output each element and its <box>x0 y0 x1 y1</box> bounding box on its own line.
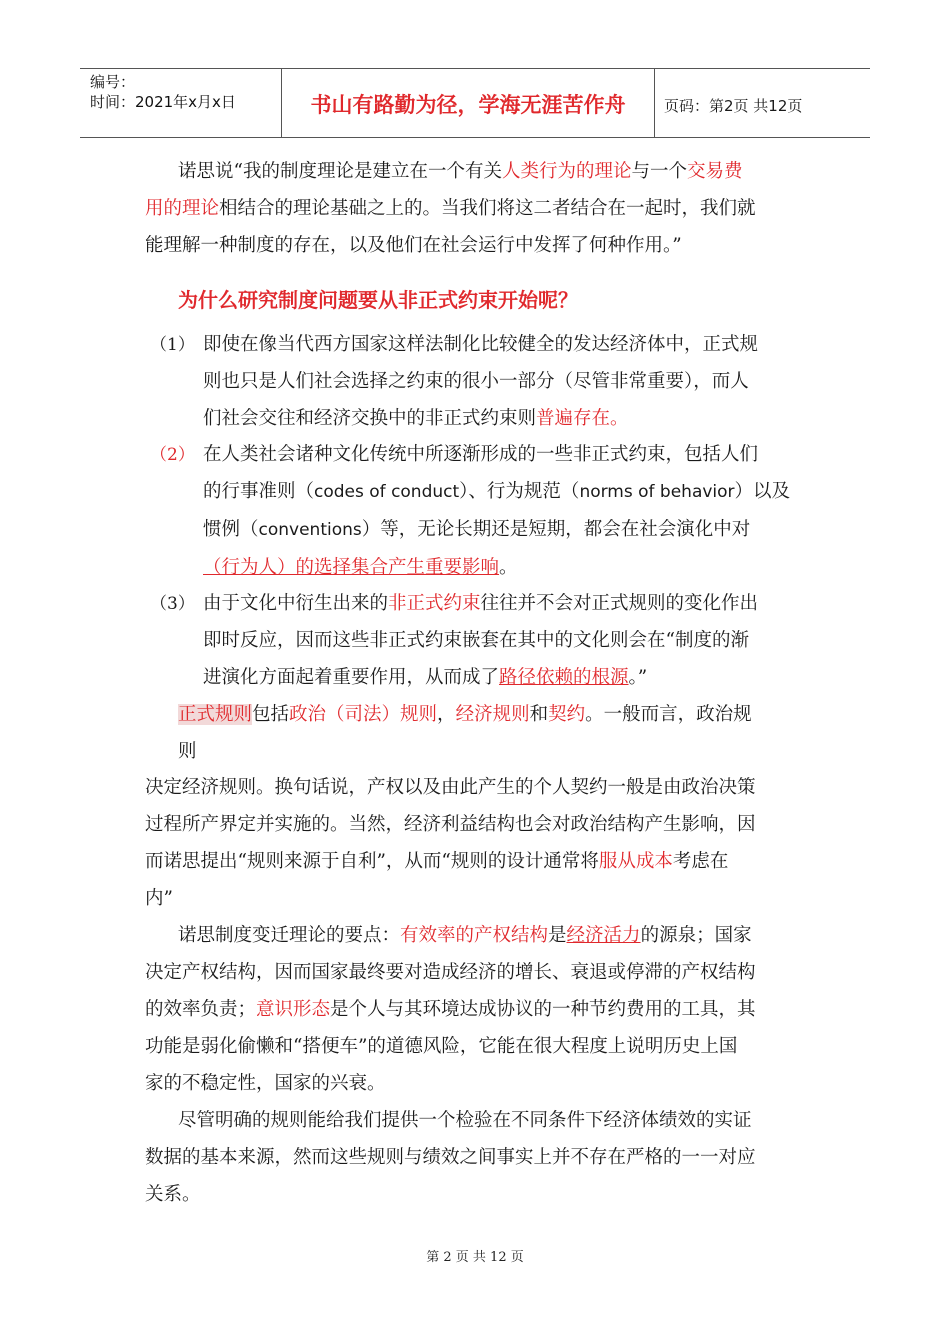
item-2-line-3 <box>203 518 750 542</box>
underlined-highlight: （行为人）的选择集合产生重要影响 <box>203 557 500 578</box>
item-3-line-2: 即时反应，因而这些非正式约束嵌套在其中的文化则会在“制度的渐 <box>203 630 749 651</box>
highlight-text: 服从成本 <box>598 851 673 872</box>
highlight-text: 意识形态 <box>256 999 331 1020</box>
paragraph-3-line-4: 功能是弱化偷懒和“搭便车”的道德风险，它能在很大程度上说明历史上国 <box>145 1036 738 1057</box>
header-meta-cell <box>80 69 280 137</box>
paragraph-2-line-6: 内” <box>145 888 173 909</box>
text: 是个人与其环境达成协议的一种节约费用的工具，其 <box>330 999 756 1020</box>
text: ）以及 <box>734 481 791 502</box>
text: 。一般而言，政治规 <box>585 704 752 725</box>
text: 的效率负责； <box>145 999 257 1020</box>
paragraph-4-line-2: 数据的基本来源，然而这些规则与绩效之间事实上并不存在严格的一一对应 <box>145 1147 756 1168</box>
highlight-text: 人类行为的理论 <box>501 161 632 182</box>
paragraph-3-line-2: 决定产权结构，因而国家最终要对造成经济的增长、衰退或停滞的产权结构 <box>145 962 756 983</box>
paragraph-1-line-3: 能理解一种制度的存在，以及他们在社会运行中发挥了何种作用。” <box>145 235 682 256</box>
english-term: conventions <box>258 520 362 540</box>
text: 进演化方面起着重要作用，从而成了 <box>203 667 500 688</box>
text: 诺思说“我的制度理论是建立在一个有关 <box>178 161 502 182</box>
text: 而诺思提出“规则来源于自利”，从而“规则的设计通常将 <box>145 851 599 872</box>
section-heading: 为什么研究制度问题要从非正式约束开始呢？ <box>178 288 578 312</box>
highlight-text: 用的理论 <box>145 198 220 219</box>
highlight-text: 契约 <box>548 704 586 725</box>
text: 惯例（ <box>203 519 259 540</box>
time-label: 时间：2021年x月x日 <box>90 93 236 111</box>
header-motto-cell <box>281 69 655 137</box>
item-1-line-2: 则也只是人们社会选择之约束的很小一部分（尽管非常重要），而人 <box>203 371 749 392</box>
text: 由于文化中衍生出来的 <box>203 593 389 614</box>
highlight-text: 有效率的产权结构 <box>400 925 549 946</box>
page-header <box>80 68 870 138</box>
highlight-text: 普遍存在。 <box>536 408 629 429</box>
paragraph-4-line-3: 关系。 <box>145 1184 201 1205</box>
english-term: norms of behavior <box>579 482 735 502</box>
paragraph-2-line-5 <box>145 850 728 874</box>
underlined-highlight: 经济活力 <box>566 925 641 946</box>
header-page-cell <box>654 69 870 137</box>
highlight-text: 交易费 <box>687 161 743 182</box>
motto-text: 书山有路勤为径，学海无涯苦作舟 <box>310 93 626 117</box>
text: ）等，无论长期还是短期，都会在社会演化中对 <box>361 519 751 540</box>
text: 。” <box>628 667 648 688</box>
text: 考虑在 <box>672 851 729 872</box>
english-term: codes of conduct <box>314 482 460 502</box>
item-3-line-3 <box>203 666 647 690</box>
text: 往往并不会对正式规则的变化作出 <box>480 593 759 614</box>
highlight-text: 政治（司法）规则 <box>289 704 438 725</box>
text: 们社会交往和经济交换中的非正式约束则 <box>203 408 537 429</box>
page-footer: 第 2 页 共 12 页 <box>426 1250 524 1265</box>
paragraph-2-line-2: 则 <box>178 741 197 762</box>
text: 包括 <box>252 704 290 725</box>
paragraph-2-line-3: 决定经济规则。换句话说，产权以及由此产生的个人契约一般是由政治决策 <box>145 777 756 798</box>
item-1-line-1: 即使在像当代西方国家这样法制化比较健全的发达经济体中，正式规 <box>203 334 759 355</box>
paragraph-3-line-1 <box>178 924 752 948</box>
text: 。 <box>499 557 518 578</box>
paragraph-3-line-5: 家的不稳定性，国家的兴衰。 <box>145 1073 386 1094</box>
item-2-line-4 <box>203 556 518 580</box>
text: 是 <box>548 925 567 946</box>
item-1-line-3 <box>203 407 629 431</box>
item-3-number: （3） <box>150 594 195 614</box>
paragraph-1-line-2 <box>145 197 756 221</box>
item-1-number: （1） <box>150 335 195 355</box>
paragraph-2-line-4: 过程所产界定并实施的。当然，经济利益结构也会对政治结构产生影响，因 <box>145 814 756 835</box>
paragraph-2-line-1 <box>178 703 752 727</box>
text: 的源泉；国家 <box>640 925 752 946</box>
paragraph-3-line-3 <box>145 998 756 1022</box>
underlined-highlight: 路径依赖的根源 <box>499 667 629 688</box>
highlight-text: 非正式约束 <box>388 593 481 614</box>
text: 相结合的理论基础之上的。当我们将这二者结合在一起时，我们就 <box>219 198 756 219</box>
item-2-number: （2） <box>150 445 195 465</box>
paragraph-4-line-1: 尽管明确的规则能给我们提供一个检验在不同条件下经济体绩效的实证 <box>178 1110 752 1131</box>
paragraph-1-line-1 <box>178 160 743 184</box>
doc-number-label: 编号： <box>90 73 136 91</box>
page-number-label: 页码：第2页 共12页 <box>664 97 803 115</box>
highlight-text: 经济规则 <box>455 704 530 725</box>
item-3-line-1 <box>203 592 758 616</box>
text: 诺思制度变迁理论的要点： <box>178 925 401 946</box>
text: ， <box>437 704 456 725</box>
text: 与一个 <box>631 161 687 182</box>
text: 和 <box>529 704 549 725</box>
shaded-highlight: 正式规则 <box>178 704 253 725</box>
item-2-line-2 <box>203 480 790 504</box>
text: 的行事准则（ <box>203 481 315 502</box>
text: ）、行为规范（ <box>459 481 580 502</box>
item-2-line-1: 在人类社会诸种文化传统中所逐渐形成的一些非正式约束，包括人们 <box>203 444 759 465</box>
